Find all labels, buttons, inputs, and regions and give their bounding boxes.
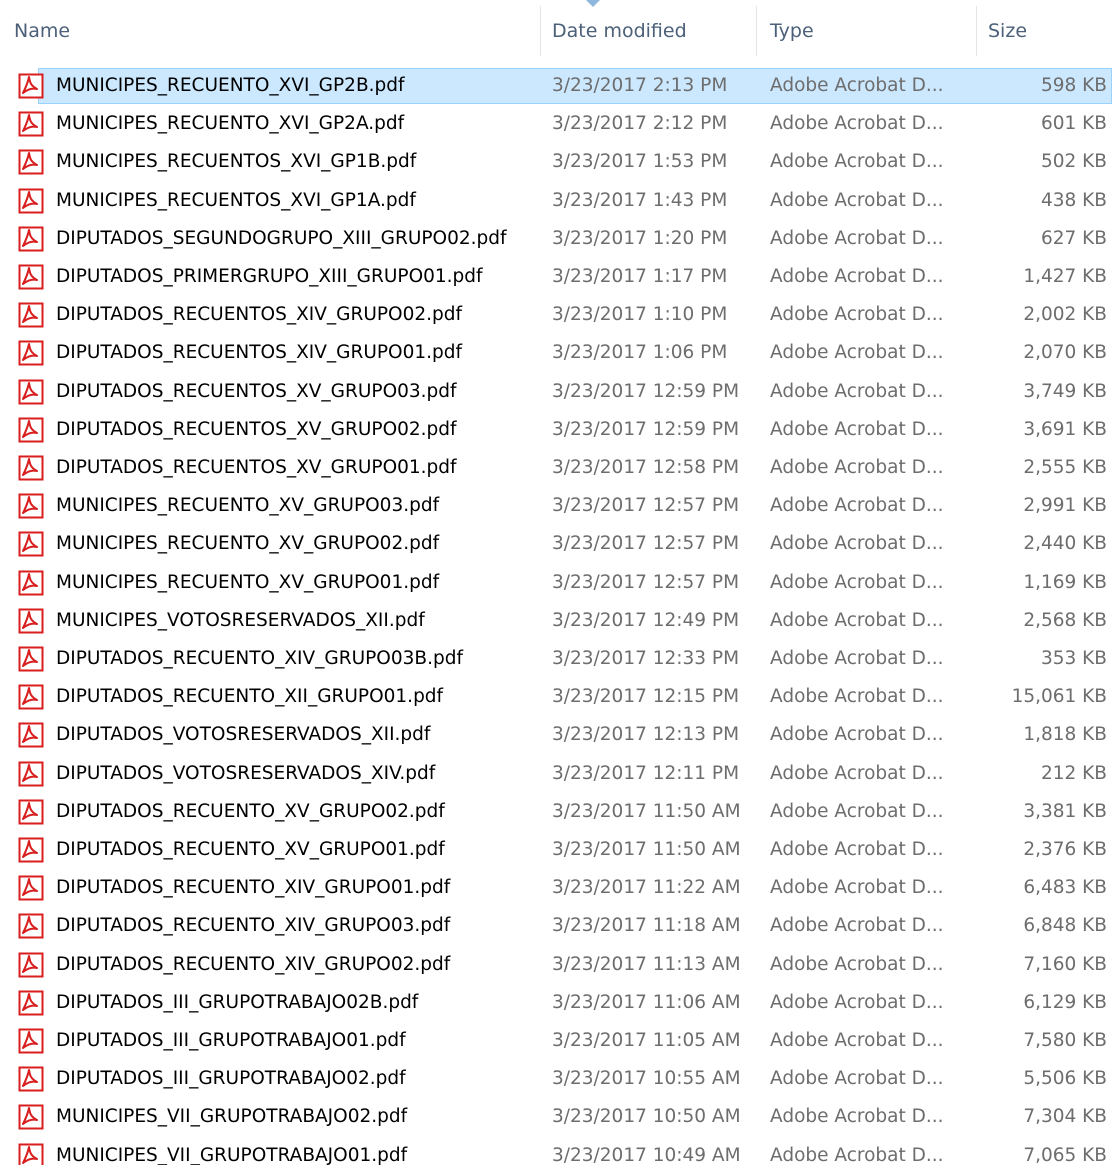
file-size: 2,991 KB — [1023, 495, 1107, 517]
file-date-modified: 3/23/2017 12:58 PM — [552, 457, 740, 478]
file-name: MUNICIPES_RECUENTOS_XVI_GP1A.pdf — [56, 189, 416, 211]
file-size: 7,160 KB — [1023, 953, 1107, 975]
file-date-modified: 3/23/2017 10:55 AM — [552, 1068, 741, 1090]
file-row[interactable] — [0, 602, 1119, 640]
file-size: 6,483 KB — [1023, 877, 1107, 899]
file-size: 5,506 KB — [1023, 1068, 1107, 1090]
file-name: DIPUTADOS_RECUENTOS_XV_GRUPO03.pdf — [56, 380, 457, 402]
file-date-modified: 3/23/2017 11:50 AM — [552, 839, 741, 860]
file-size: 15,061 KB — [1011, 686, 1107, 708]
file-size: 6,848 KB — [1023, 915, 1107, 937]
file-name: MUNICIPES_VII_GRUPOTRABAJO01.pdf — [56, 1144, 408, 1165]
file-row[interactable] — [0, 487, 1119, 525]
pdf-file-icon — [18, 716, 48, 754]
pdf-file-icon — [18, 105, 48, 143]
file-row[interactable] — [0, 1060, 1119, 1098]
file-date-modified: 3/23/2017 10:49 AM — [552, 1144, 741, 1165]
file-row[interactable] — [0, 449, 1119, 487]
pdf-file-icon — [18, 755, 48, 793]
file-type: Adobe Acrobat D... — [770, 1106, 944, 1128]
pdf-file-icon — [18, 640, 48, 678]
file-row[interactable] — [0, 1098, 1119, 1136]
file-type: Adobe Acrobat D... — [770, 724, 944, 746]
column-header-size[interactable]: Size — [988, 20, 1028, 42]
pdf-file-icon — [18, 907, 48, 945]
file-date-modified: 3/23/2017 11:13 AM — [552, 953, 741, 975]
file-date-modified: 3/23/2017 11:18 AM — [552, 915, 741, 937]
file-size: 2,440 KB — [1023, 533, 1107, 555]
file-size: 1,427 KB — [1023, 266, 1107, 287]
file-name: MUNICIPES_VII_GRUPOTRABAJO02.pdf — [56, 1106, 408, 1128]
file-type: Adobe Acrobat D... — [770, 762, 944, 784]
pdf-file-icon — [18, 984, 48, 1022]
file-type: Adobe Acrobat D... — [770, 953, 944, 975]
file-size: 502 KB — [1040, 151, 1107, 173]
file-row[interactable] — [0, 793, 1119, 831]
pdf-file-icon — [18, 449, 48, 487]
pdf-file-icon — [18, 182, 48, 220]
file-row[interactable] — [0, 182, 1119, 220]
pdf-file-icon — [18, 258, 48, 296]
column-header-type[interactable]: Type — [770, 20, 814, 42]
file-row[interactable] — [0, 564, 1119, 602]
file-date-modified: 3/23/2017 12:57 PM — [552, 533, 740, 555]
file-name: DIPUTADOS_RECUENTOS_XIV_GRUPO02.pdf — [56, 304, 463, 326]
file-row[interactable] — [0, 678, 1119, 716]
file-name: DIPUTADOS_RECUENTO_XIV_GRUPO01.pdf — [56, 877, 451, 899]
file-name: DIPUTADOS_RECUENTOS_XV_GRUPO02.pdf — [56, 418, 457, 440]
file-date-modified: 3/23/2017 11:05 AM — [552, 1030, 741, 1051]
file-size: 598 KB — [1040, 75, 1107, 96]
file-name: MUNICIPES_RECUENTO_XV_GRUPO03.pdf — [56, 495, 440, 517]
file-date-modified: 3/23/2017 12:59 PM — [552, 418, 740, 440]
file-row[interactable] — [0, 220, 1119, 258]
file-type: Adobe Acrobat D... — [770, 800, 944, 822]
pdf-file-icon — [18, 1137, 48, 1165]
file-name: DIPUTADOS_RECUENTO_XIV_GRUPO03B.pdf — [56, 648, 463, 669]
file-row[interactable] — [0, 1137, 1119, 1165]
file-type: Adobe Acrobat D... — [770, 304, 944, 326]
file-type: Adobe Acrobat D... — [770, 342, 944, 364]
file-type: Adobe Acrobat D... — [770, 1144, 944, 1165]
file-name: DIPUTADOS_RECUENTOS_XIV_GRUPO01.pdf — [56, 342, 463, 364]
file-name: DIPUTADOS_III_GRUPOTRABAJO02B.pdf — [56, 991, 419, 1013]
pdf-file-icon — [18, 1098, 48, 1136]
file-name: MUNICIPES_RECUENTO_XV_GRUPO02.pdf — [56, 533, 440, 555]
file-type: Adobe Acrobat D... — [770, 839, 944, 860]
file-date-modified: 3/23/2017 1:06 PM — [552, 342, 728, 364]
pdf-file-icon — [18, 831, 48, 869]
file-type: Adobe Acrobat D... — [770, 418, 944, 440]
file-type: Adobe Acrobat D... — [770, 1068, 944, 1090]
pdf-file-icon — [18, 869, 48, 907]
file-date-modified: 3/23/2017 12:59 PM — [552, 380, 740, 402]
column-header-name[interactable]: Name — [14, 20, 71, 42]
file-date-modified: 3/23/2017 1:20 PM — [552, 227, 728, 249]
file-size: 627 KB — [1040, 227, 1107, 249]
file-name: MUNICIPES_RECUENTO_XV_GRUPO01.pdf — [56, 571, 440, 593]
file-row[interactable] — [0, 1022, 1119, 1060]
file-name: DIPUTADOS_RECUENTOS_XV_GRUPO01.pdf — [56, 457, 457, 478]
file-row[interactable] — [0, 334, 1119, 372]
file-name: DIPUTADOS_RECUENTO_XIV_GRUPO03.pdf — [56, 915, 451, 937]
file-row[interactable] — [0, 525, 1119, 563]
pdf-file-icon — [18, 678, 48, 716]
file-name: DIPUTADOS_VOTOSRESERVADOS_XII.pdf — [56, 724, 431, 746]
file-type: Adobe Acrobat D... — [770, 686, 944, 708]
file-row[interactable] — [0, 755, 1119, 793]
file-size: 3,381 KB — [1023, 800, 1107, 822]
file-row[interactable] — [0, 907, 1119, 945]
file-type: Adobe Acrobat D... — [770, 571, 944, 593]
pdf-file-icon — [18, 602, 48, 640]
file-name: DIPUTADOS_RECUENTO_XII_GRUPO01.pdf — [56, 686, 444, 708]
file-size: 2,376 KB — [1023, 839, 1107, 860]
file-type: Adobe Acrobat D... — [770, 266, 944, 287]
file-date-modified: 3/23/2017 12:13 PM — [552, 724, 740, 746]
file-type: Adobe Acrobat D... — [770, 151, 944, 173]
pdf-file-icon — [18, 1022, 48, 1060]
file-size: 2,002 KB — [1023, 304, 1107, 326]
pdf-file-icon — [18, 525, 48, 563]
pdf-file-icon — [18, 946, 48, 984]
file-size: 7,304 KB — [1023, 1106, 1107, 1128]
pdf-file-icon — [18, 411, 48, 449]
file-size: 353 KB — [1040, 648, 1107, 669]
file-date-modified: 3/23/2017 12:33 PM — [552, 648, 740, 669]
file-name: MUNICIPES_RECUENTO_XVI_GP2B.pdf — [56, 75, 405, 96]
file-size: 2,070 KB — [1023, 342, 1107, 364]
file-type: Adobe Acrobat D... — [770, 877, 944, 899]
file-size: 438 KB — [1040, 189, 1107, 211]
file-row[interactable] — [0, 143, 1119, 181]
file-date-modified: 3/23/2017 10:50 AM — [552, 1106, 741, 1128]
file-name: DIPUTADOS_VOTOSRESERVADOS_XIV.pdf — [56, 762, 436, 784]
file-date-modified: 3/23/2017 12:15 PM — [552, 686, 740, 708]
file-type: Adobe Acrobat D... — [770, 648, 944, 669]
file-date-modified: 3/23/2017 11:22 AM — [552, 877, 741, 899]
file-name: DIPUTADOS_RECUENTO_XV_GRUPO01.pdf — [56, 839, 445, 860]
file-type: Adobe Acrobat D... — [770, 609, 944, 631]
file-row[interactable] — [0, 67, 1119, 105]
file-size: 2,555 KB — [1023, 457, 1107, 478]
pdf-file-icon — [18, 793, 48, 831]
pdf-file-icon — [18, 373, 48, 411]
pdf-file-icon — [18, 564, 48, 602]
file-size: 1,169 KB — [1023, 571, 1107, 593]
file-size: 7,580 KB — [1023, 1030, 1107, 1051]
file-type: Adobe Acrobat D... — [770, 75, 944, 96]
file-row[interactable] — [0, 946, 1119, 984]
file-type: Adobe Acrobat D... — [770, 457, 944, 478]
file-name: DIPUTADOS_RECUENTO_XIV_GRUPO02.pdf — [56, 953, 451, 975]
file-type: Adobe Acrobat D... — [770, 915, 944, 937]
pdf-file-icon — [18, 334, 48, 372]
file-row[interactable] — [0, 258, 1119, 296]
file-row[interactable] — [0, 984, 1119, 1022]
file-type: Adobe Acrobat D... — [770, 113, 944, 135]
file-type: Adobe Acrobat D... — [770, 1030, 944, 1051]
column-header-bar — [0, 0, 1119, 62]
file-date-modified: 3/23/2017 12:11 PM — [552, 762, 740, 784]
pdf-file-icon — [18, 296, 48, 334]
file-date-modified: 3/23/2017 1:53 PM — [552, 151, 728, 173]
pdf-file-icon — [18, 67, 48, 105]
file-name: MUNICIPES_RECUENTOS_XVI_GP1B.pdf — [56, 151, 417, 173]
file-name: DIPUTADOS_SEGUNDOGRUPO_XIII_GRUPO02.pdf — [56, 227, 507, 249]
file-date-modified: 3/23/2017 1:43 PM — [552, 189, 728, 211]
pdf-file-icon — [18, 1060, 48, 1098]
file-date-modified: 3/23/2017 12:57 PM — [552, 495, 740, 517]
file-row[interactable] — [0, 296, 1119, 334]
file-type: Adobe Acrobat D... — [770, 189, 944, 211]
file-row[interactable] — [0, 640, 1119, 678]
file-date-modified: 3/23/2017 12:49 PM — [552, 609, 740, 631]
file-size: 2,568 KB — [1023, 609, 1107, 631]
file-date-modified: 3/23/2017 11:50 AM — [552, 800, 741, 822]
file-size: 1,818 KB — [1023, 724, 1107, 746]
file-size: 601 KB — [1040, 113, 1107, 135]
file-name: MUNICIPES_RECUENTO_XVI_GP2A.pdf — [56, 113, 405, 135]
file-row[interactable] — [0, 716, 1119, 754]
file-type: Adobe Acrobat D... — [770, 533, 944, 555]
file-type: Adobe Acrobat D... — [770, 991, 944, 1013]
file-name: DIPUTADOS_III_GRUPOTRABAJO01.pdf — [56, 1030, 406, 1051]
file-row[interactable] — [0, 831, 1119, 869]
file-name: MUNICIPES_VOTOSRESERVADOS_XII.pdf — [56, 609, 425, 631]
file-size: 7,065 KB — [1023, 1144, 1107, 1165]
column-header-date-modified[interactable]: Date modified — [552, 20, 687, 42]
file-type: Adobe Acrobat D... — [770, 227, 944, 249]
file-name: DIPUTADOS_III_GRUPOTRABAJO02.pdf — [56, 1068, 406, 1090]
file-date-modified: 3/23/2017 1:10 PM — [552, 304, 728, 326]
file-type: Adobe Acrobat D... — [770, 380, 944, 402]
pdf-file-icon — [18, 220, 48, 258]
file-type: Adobe Acrobat D... — [770, 495, 944, 517]
file-name: DIPUTADOS_PRIMERGRUPO_XIII_GRUPO01.pdf — [56, 266, 483, 287]
file-row[interactable] — [0, 373, 1119, 411]
file-date-modified: 3/23/2017 2:13 PM — [552, 75, 728, 96]
file-date-modified: 3/23/2017 1:17 PM — [552, 266, 728, 287]
file-name: DIPUTADOS_RECUENTO_XV_GRUPO02.pdf — [56, 800, 445, 822]
file-date-modified: 3/23/2017 2:12 PM — [552, 113, 728, 135]
file-size: 212 KB — [1040, 762, 1107, 784]
pdf-file-icon — [18, 143, 48, 181]
file-size: 3,691 KB — [1023, 418, 1107, 440]
file-row[interactable] — [0, 411, 1119, 449]
file-row[interactable] — [0, 869, 1119, 907]
file-size: 3,749 KB — [1023, 380, 1107, 402]
file-row[interactable] — [0, 105, 1119, 143]
file-date-modified: 3/23/2017 11:06 AM — [552, 991, 741, 1013]
file-date-modified: 3/23/2017 12:57 PM — [552, 571, 740, 593]
file-size: 6,129 KB — [1023, 991, 1107, 1013]
pdf-file-icon — [18, 487, 48, 525]
